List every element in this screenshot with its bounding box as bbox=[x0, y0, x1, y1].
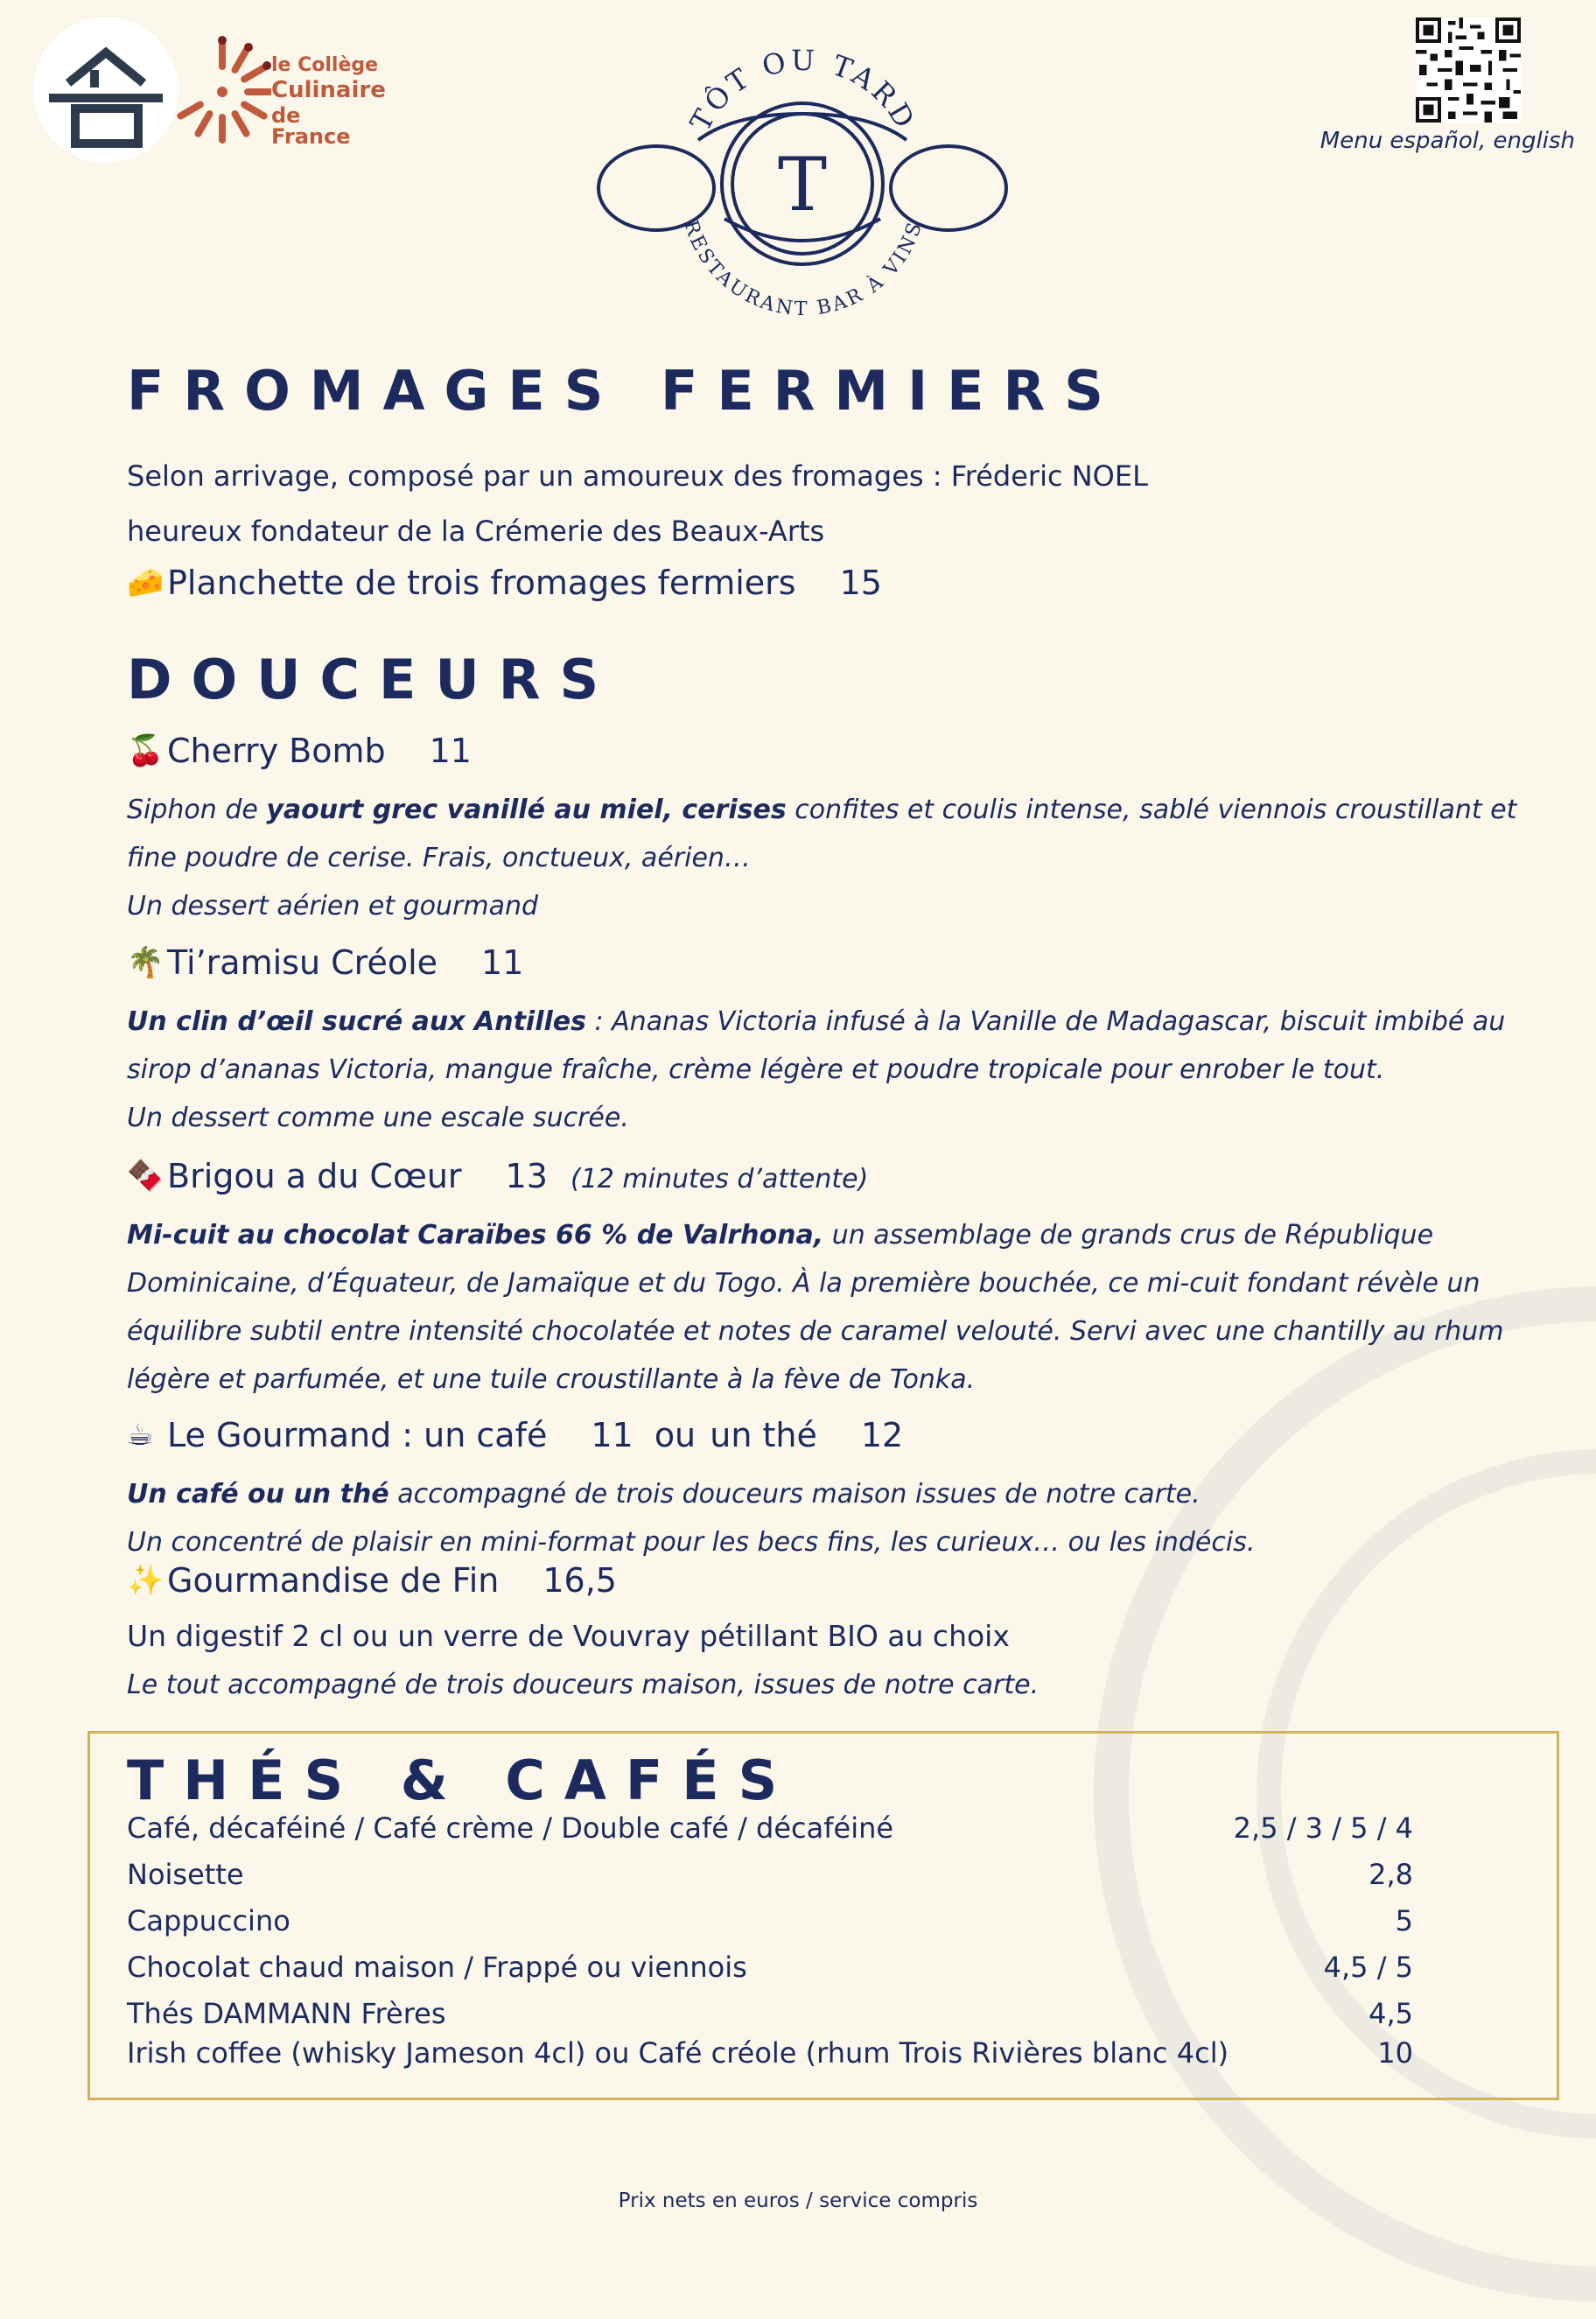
item-choice-line bbox=[127, 1619, 1010, 1653]
desc-text: accompagné de trois douceurs maison issues de notre carte. bbox=[388, 1479, 1200, 1510]
desc-text: confites et coulis intense, sablé viennois croustillant et fine poudre de cerise. Frais, onctueux, aérien… bbox=[127, 795, 1517, 873]
brand-letter: T bbox=[777, 142, 828, 228]
desc-text: : Ananas Victoria infusé à la Vanille de Madagascar, biscuit imbibé au sirop d’ananas Victoria, mangue fraîche, crème légère et poudre tropicale pour enrober le tout. bbox=[127, 1006, 1506, 1085]
item-tiramisu-creole bbox=[127, 943, 523, 982]
choice-2: un verre de Vouvray pétillant BIO bbox=[397, 1619, 878, 1653]
item-tagline: Un concentré de plaisir en mini-format pour les becs fins, les curieux… ou les indécis. bbox=[127, 1527, 1256, 1558]
item-le-gourmand bbox=[127, 1416, 903, 1454]
item-name-2: un thé bbox=[710, 1416, 817, 1454]
tea-name: Noisette bbox=[127, 1858, 244, 1891]
tea-price: 10 bbox=[1377, 2036, 1413, 2070]
choice-or: ou bbox=[343, 1619, 398, 1653]
tea-name: Chocolat chaud maison / Frappé ou viennois bbox=[127, 1951, 747, 1984]
qr-code[interactable] bbox=[1416, 18, 1521, 123]
college-line-1: le Collège bbox=[271, 54, 379, 76]
palm-tree-icon: 🌴 bbox=[127, 945, 164, 980]
item-cherry-bomb bbox=[127, 732, 472, 770]
item-or: ou bbox=[654, 1416, 696, 1454]
fromages-intro-2: heureux fondateur de la Crémerie des Beaux-Arts bbox=[127, 515, 825, 548]
item-description bbox=[127, 998, 1518, 1094]
item-note: (12 minutes d’attente) bbox=[570, 1164, 869, 1195]
item-name: Le Gourmand : un café bbox=[167, 1416, 548, 1454]
choice-suffix: au choix bbox=[878, 1619, 1010, 1653]
house-icon bbox=[33, 18, 178, 163]
sparkles-icon: ✨ bbox=[127, 1563, 164, 1598]
tea-price: 2,8 bbox=[1368, 1858, 1413, 1891]
tea-price: 4,5 bbox=[1368, 1997, 1413, 2030]
item-brigou bbox=[127, 1157, 868, 1195]
item-description bbox=[127, 1211, 1518, 1404]
desc-text: un assemblage de grands crus de République Dominicaine, d’Équateur, de Jamaïque et du Togo. À la première bouchée, ce mi-cuit fondant révèle un équilibre subtil entre intensité chocolatée et notes de caramel velouté. Servi avec une chantilly au rhum légère et parfumée, et une tuile croustillante à la fève de Tonka. bbox=[127, 1220, 1504, 1395]
thes-title: THÉS & CAFÉS bbox=[127, 1748, 797, 1812]
douceurs-title: DOUCEURS bbox=[127, 648, 619, 711]
desc-bold: Un café ou un thé bbox=[127, 1479, 389, 1510]
fromages-title: FROMAGES FERMIERS bbox=[127, 359, 1123, 423]
house-logo bbox=[33, 18, 178, 163]
svg-text:TÔT OU TARD bbox=[683, 44, 923, 137]
college-culinaire-logo bbox=[173, 35, 386, 149]
tea-name: Café, décaféiné / Café crème / Double café / décaféiné bbox=[127, 1811, 894, 1845]
item-tagline: Un dessert comme une escale sucrée. bbox=[127, 1103, 629, 1133]
desc-bold: Un clin d’œil sucré aux Antilles bbox=[127, 1006, 586, 1037]
desc-bold: yaourt grec vanillé au miel, cerises bbox=[266, 795, 787, 825]
fromages-intro-1: Selon arrivage, composé par un amoureux des fromages : Fréderic NOEL bbox=[127, 459, 1148, 493]
tea-name: Thés DAMMANN Frères bbox=[127, 1997, 446, 2030]
chocolate-icon: 🍫 bbox=[127, 1159, 164, 1194]
desc-bold: Mi-cuit au chocolat Caraïbes 66 % de Valrhona, bbox=[127, 1220, 824, 1251]
fromages-item bbox=[127, 564, 882, 602]
item-name: Cherry Bomb bbox=[167, 732, 386, 770]
college-emblem-icon bbox=[173, 35, 271, 149]
tea-price: 5 bbox=[1395, 1904, 1413, 1937]
item-price: 11 bbox=[591, 1416, 634, 1454]
item-price: 16,5 bbox=[542, 1561, 617, 1600]
desc-text: Siphon de bbox=[127, 795, 267, 825]
tea-price: 2,5 / 3 / 5 / 4 bbox=[1233, 1811, 1413, 1845]
tot-ou-tard-logo bbox=[593, 44, 1012, 320]
item-price: 11 bbox=[429, 732, 472, 770]
fromages-item-price: 15 bbox=[839, 564, 882, 602]
footer-note: Prix nets en euros / service compris bbox=[618, 2189, 978, 2212]
item-name: Brigou a du Cœur bbox=[167, 1157, 462, 1195]
item-tagline: Un dessert aérien et gourmand bbox=[127, 891, 539, 921]
college-line-3: de France bbox=[271, 103, 351, 149]
qr-caption: Menu español, english bbox=[1320, 128, 1575, 154]
brand-arc-top: TÔT OU TARD bbox=[683, 44, 923, 137]
fromages-item-name: Planchette de trois fromages fermiers bbox=[167, 564, 796, 602]
coffee-cup-icon: ☕ bbox=[127, 1418, 154, 1453]
item-price: 11 bbox=[481, 943, 524, 982]
cheese-icon: 🧀 bbox=[127, 565, 164, 600]
cherry-icon: 🍒 bbox=[127, 733, 164, 768]
choice-1: Un digestif 2 cl bbox=[127, 1619, 344, 1653]
item-price-2: 12 bbox=[860, 1416, 904, 1454]
tea-name: Cappuccino bbox=[127, 1904, 290, 1937]
item-tagline: Le tout accompagné de trois douceurs maison, issues de notre carte. bbox=[127, 1670, 1040, 1700]
item-description bbox=[127, 1470, 1518, 1518]
item-price: 13 bbox=[505, 1157, 548, 1195]
item-gourmandise-de-fin bbox=[127, 1561, 617, 1600]
college-line-2: Culinaire bbox=[271, 77, 386, 103]
brand-arc-bottom: RESTAURANT BAR À VINS bbox=[679, 217, 928, 320]
tea-name: Irish coffee (whisky Jameson 4cl) ou Café créole (rhum Trois Rivières blanc 4cl) bbox=[127, 2036, 1229, 2070]
item-description bbox=[127, 786, 1518, 882]
tea-price: 4,5 / 5 bbox=[1323, 1951, 1413, 1984]
svg-text:RESTAURANT BAR À VINS bbox=[679, 218, 927, 320]
item-name: Ti’ramisu Créole bbox=[167, 943, 438, 982]
item-name: Gourmandise de Fin bbox=[167, 1561, 500, 1600]
